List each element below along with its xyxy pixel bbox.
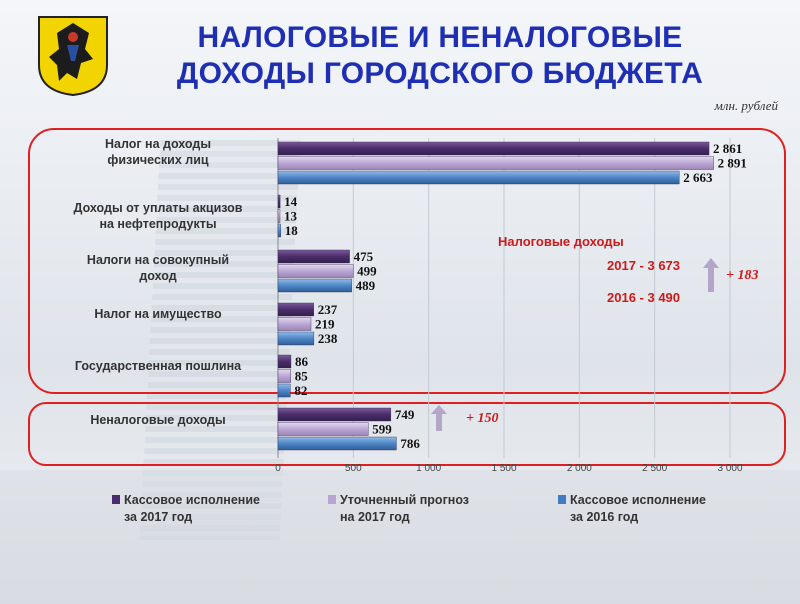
nontax-increase-arrow-icon xyxy=(431,405,447,431)
nontax-revenue-delta: + 150 xyxy=(466,411,499,426)
category-label-line: Налоги на совокупный xyxy=(86,253,230,267)
category-label-line: Налог на доходы xyxy=(104,137,212,151)
data-label: 786 xyxy=(400,436,420,451)
bar xyxy=(278,171,679,184)
data-label: 237 xyxy=(317,302,338,317)
bar xyxy=(278,370,291,383)
category-label-line: Государственная пошлина xyxy=(74,359,242,373)
bar xyxy=(278,224,281,237)
bar xyxy=(278,423,368,436)
x-tick-label: 2 000 xyxy=(566,463,592,474)
tax-revenue-2017-annotation: 2017 - 3 673 xyxy=(607,258,681,273)
x-tick-label: 0 xyxy=(275,463,281,474)
category-label-line: Доходы от уплаты акцизов xyxy=(73,201,243,215)
legend-swatch-2016-actual xyxy=(558,495,566,504)
x-tick-label: 1 500 xyxy=(491,463,517,474)
legend-item-2017-forecast xyxy=(340,492,469,526)
legend-label-line1: Кассовое исполнение xyxy=(570,493,706,507)
bar xyxy=(278,318,311,331)
data-label: 85 xyxy=(294,368,308,384)
tax-revenue-delta: + 183 xyxy=(726,268,759,283)
legend-label-line2: на 2017 год xyxy=(340,510,410,524)
tax-revenue-2016-annotation: 2016 - 3 490 xyxy=(607,290,681,305)
bar xyxy=(278,195,280,208)
data-label: 13 xyxy=(284,208,297,224)
data-label: 475 xyxy=(353,249,374,264)
data-label: 749 xyxy=(394,407,415,422)
data-label: 2 663 xyxy=(683,170,713,185)
bar xyxy=(278,157,714,170)
unit-label: млн. рублей xyxy=(714,98,778,113)
bar xyxy=(278,142,709,155)
legend-label-line2: за 2017 год xyxy=(124,510,193,524)
legend-label-line1: Кассовое исполнение xyxy=(124,493,260,507)
bar xyxy=(278,250,350,263)
title-line-1: НАЛОГОВЫЕ И НЕНАЛОГОВЫЕ xyxy=(197,21,683,54)
category-label-line: Неналоговые доходы xyxy=(90,413,226,427)
legend-swatch-2017-actual xyxy=(112,495,120,504)
bar xyxy=(278,210,280,223)
data-label: 86 xyxy=(294,354,308,369)
legend-item-2017-actual xyxy=(124,492,260,526)
legend-label-line2: за 2016 год xyxy=(570,510,639,524)
tax-increase-arrow-icon xyxy=(703,258,719,292)
x-tick-label: 2 500 xyxy=(642,463,668,474)
title-line-2: ДОХОДЫ ГОРОДСКОГО БЮДЖЕТА xyxy=(176,57,704,90)
bar xyxy=(278,265,353,278)
data-label: 238 xyxy=(317,331,338,346)
legend-swatch-2017-forecast xyxy=(328,495,336,504)
data-label: 489 xyxy=(355,278,376,293)
data-label: 18 xyxy=(284,223,298,238)
data-label: 219 xyxy=(314,316,335,332)
bar xyxy=(278,384,290,397)
x-tick-label: 1 000 xyxy=(416,463,442,474)
x-tick-label: 3 000 xyxy=(717,463,743,474)
category-label-line: на нефтепродукты xyxy=(99,217,217,231)
category-label-line: Налог на имущество xyxy=(94,307,222,321)
bar xyxy=(278,303,314,316)
bar xyxy=(278,332,314,345)
bar xyxy=(278,355,291,368)
data-label: 82 xyxy=(294,383,308,398)
x-tick-label: 500 xyxy=(344,463,362,474)
data-label: 499 xyxy=(357,263,377,279)
data-label: 2 861 xyxy=(713,141,743,156)
data-label: 599 xyxy=(372,421,392,437)
legend-item-2016-actual xyxy=(570,492,706,526)
tax-revenue-annotation-title: Налоговые доходы xyxy=(498,234,624,249)
legend-label-line1: Уточненный прогноз xyxy=(340,493,470,507)
category-label-line: физических лиц xyxy=(107,153,209,167)
category-label-line: доход xyxy=(139,269,177,283)
bar xyxy=(278,437,396,450)
bar xyxy=(278,408,391,421)
data-label: 2 891 xyxy=(717,155,747,171)
bar xyxy=(278,279,352,292)
data-label: 14 xyxy=(284,194,298,209)
